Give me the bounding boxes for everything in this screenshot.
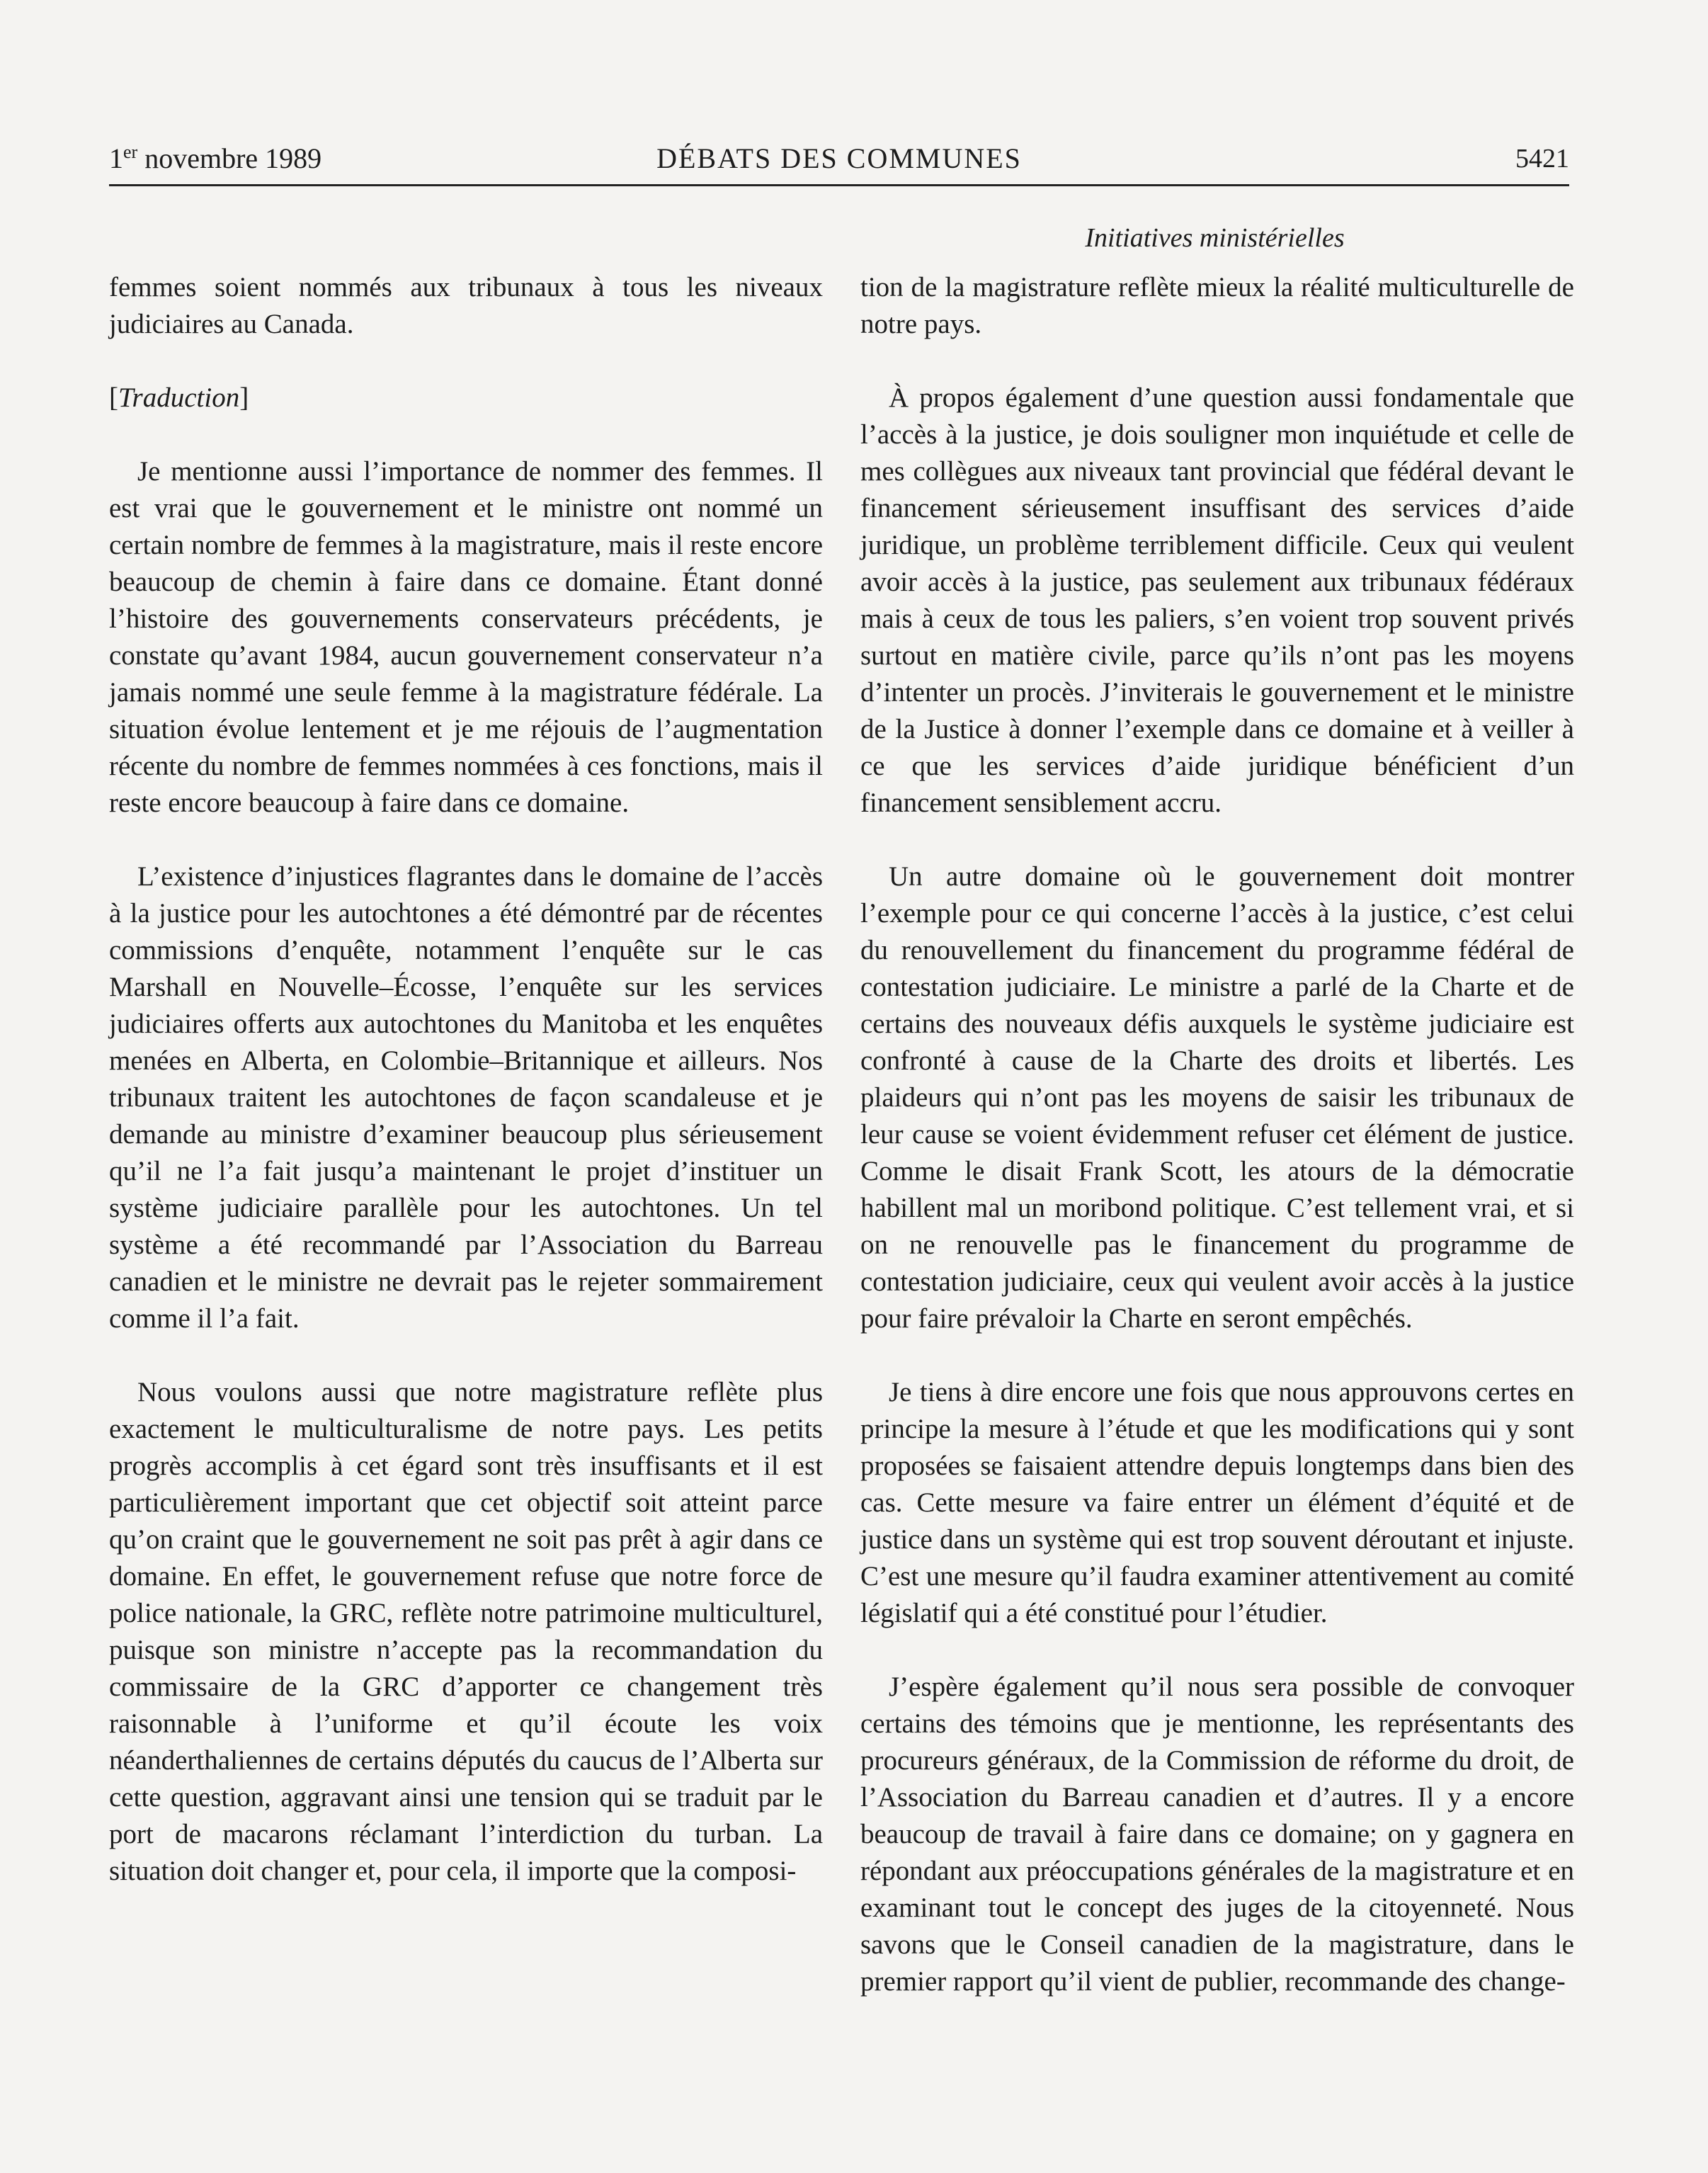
translation-tag	[109, 380, 823, 416]
header-title: DÉBATS DES COMMUNES	[656, 142, 1022, 174]
right-column	[860, 269, 1574, 2000]
right-paragraph-4: Je tiens à dire encore une fois que nous approuvons certes en principe la mesure à l’étude et que les modifications qui y sont proposées se faisaient attendre depuis longtemps dans bien des cas. Cette mesure va faire entrer un élément d’équité et de justice dans un système qui est trop souvent déroutant et injuste. C’est une mesure qu’il faudra examiner attentivement au comité législatif qui a été constitué pour l’étudier.	[860, 1377, 1574, 1628]
translation-tag-open: [	[109, 382, 118, 413]
left-paragraph-2: Je mentionne aussi l’importance de nommer des femmes. Il est vrai que le gouvernement et le ministre ont nommé un certain nombre de femmes à la magistrature, mais il reste encore beaucoup de chemin à faire dans ce domaine. Étant donné l’histoire des gouvernements conservateurs précédents, je constate qu’avant 1984, aucun gouvernement conservateur n’a jamais nommé une seule femme à la magistrature fédérale. La situation évolue lentement et je me réjouis de l’augmentation récente du nombre de femmes nommées à ces fonctions, mais il reste encore beaucoup à faire dans ce domaine.	[109, 456, 823, 818]
left-paragraph-1: femmes soient nommés aux tribunaux à tous les niveaux judiciaires au Canada.	[109, 272, 823, 339]
header-date-suffix: er	[123, 142, 138, 162]
right-paragraph-2: À propos également d’une question aussi fondamentale que l’accès à la justice, je dois souligner mon inquiétude et celle de mes collègues aux niveaux tant provincial que fédéral devant le financement sérieusement insuffisant des services d’aide juridique, un problème terriblement difficile. Ceux qui veulent avoir accès à la justice, pas seulement aux tribunaux fédéraux mais à ceux de tous les paliers, s’en voient trop souvent privés surtout en matière civile, parce qu’ils n’ont pas les moyens d’intenter un procès. J’inviterais le gouvernement et le ministre de la Justice à donner l’exemple dans ce domaine et à veiller à ce que les services d’aide juridique bénéficient d’un financement sensiblement accru.	[860, 382, 1574, 818]
translation-tag-text: Traduction	[118, 382, 240, 413]
header-date-day: 1	[109, 142, 123, 174]
page-header	[109, 142, 1569, 186]
header-page-number: 5421	[1515, 144, 1569, 174]
right-paragraph-3: Un autre domaine où le gouvernement doit montrer l’exemple pour ce qui concerne l’accès à la justice, c’est celui du renouvellement du financement du programme fédéral de contestation judiciaire. Le ministre a parlé de la Charte et de certains des nouveaux défis auxquels le système judiciaire est confronté à cause de la Charte des droits et libertés. Les plaideurs qui n’ont pas les moyens de saisir les tribunaux de leur cause se voient évidemment refuser cet élément de justice. Comme le disait Frank Scott, les atours de la démocratie habillent mal un moribond politique. C’est tellement vrai, et si on ne renouvelle pas le financement du programme de contestation judiciaire, ceux qui veulent avoir accès à la justice pour faire prévaloir la Charte en seront empêchés.	[860, 861, 1574, 1334]
header-date-rest: novembre 1989	[137, 142, 322, 174]
right-paragraph-1: tion de la magistrature reflète mieux la réalité multiculturelle de notre pays.	[860, 272, 1574, 339]
left-paragraph-4: Nous voulons aussi que notre magistrature reflète plus exactement le multiculturalisme de notre pays. Les petits progrès accomplis à cet égard sont très insuffisants et il est particulièrement important que cet objectif soit atteint parce qu’on craint que le gouvernement ne soit pas prêt à agir dans ce domaine. En effet, le gouvernement refuse que notre force de police nationale, la GRC, reflète notre patrimoine multiculturel, puisque son ministre n’accepte pas la recommandation du commissaire de la GRC d’apporter ce changement très raisonnable à l’uniforme et qu’il écoute les voix néanderthaliennes de certains députés du caucus de l’Alberta sur cette question, aggravant ainsi une tension qui se traduit par le port de macarons réclamant l’interdiction du turban. La situation doit changer et, pour cela, il importe que la composi-	[109, 1377, 823, 1886]
right-paragraph-5: J’espère également qu’il nous sera possible de convoquer certains des témoins que je mentionne, les représentants des procureurs généraux, de la Commission de réforme du droit, de l’Association du Barreau canadien et d’autres. Il y a encore beaucoup de travail à faire dans ce domaine; on y gagnera en répondant aux préoccupations générales de la magistrature et en examinant tout le concept des juges de la citoyenneté. Nous savons que le Conseil canadien de la magistrature, dans le premier rapport qu’il vient de publier, recommande des change-	[860, 1672, 1574, 1997]
section-label: Initiatives ministérielles	[1085, 223, 1345, 253]
left-column	[109, 269, 823, 1890]
left-paragraph-3: L’existence d’injustices flagrantes dans le domaine de l’accès à la justice pour les autochtones a été démontré par de récentes commissions d’enquête, notamment l’enquête sur le cas Marshall en Nouvelle–Écosse, l’enquête sur les services judiciaires offerts aux autochtones du Manitoba et les enquêtes menées en Alberta, en Colombie–Britannique et ailleurs. Nos tribunaux traitent les autochtones de façon scandaleuse et je demande au ministre d’examiner beaucoup plus sérieusement qu’il ne l’a fait jusqu’a maintenant le projet d’instituer un système judiciaire parallèle pour les autochtones. Un tel système a été recommandé par l’Association du Barreau canadien et le ministre ne devrait pas le rejeter sommairement comme il l’a fait.	[109, 861, 823, 1334]
translation-tag-close: ]	[239, 382, 249, 413]
